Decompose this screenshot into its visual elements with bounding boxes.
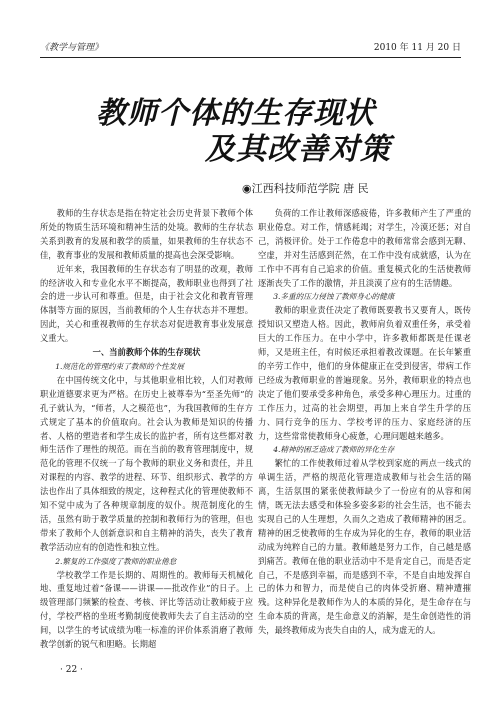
section-heading: 一、当前教师个体的生存现状 <box>92 347 201 358</box>
header-rule <box>40 57 461 58</box>
subsection-heading: 1.规范化的管理约束了教师的个性发展 <box>55 361 184 371</box>
paragraph: 在中国传统文化中，与其他职业相比较，人们对教师职业道德要求更为严格。在历史上被尊奉为“至圣先师”的孔子就认为，“师者，人之模范也”，为我国教师的生存方式规定了基本的价值取向。社会认为教师是知识的传播者、人格的塑造者和学生成长的监护者，所有这些都对教师生活作了理性的规范。而在当前的教育管理制度中，规范化的管理不仅统一了每个教师的职业义务和责任，并且对课程的内容、教学的进程、环节、组织形式、教学的方法也作出了具体细致的规定，这种程式化的管理使教师不知不觉中成为了各种规章制度的奴仆。规范制度化的生活，虽然有助于教学质量的控制和教师行为的管理，但也带来了教师个人创新意识和自主精神的消失，丧失了教育教学活动应有的创造性和独立性。 <box>40 374 253 552</box>
right-column <box>258 207 471 638</box>
subsection-heading: 3.多重的压力侵蚀了教师身心的健康 <box>273 292 395 302</box>
paragraph: 近年来，我国教师的生存状态有了明显的改观，教师的经济收入和专业化水平不断提高，教师职业也得到了社会的进一步认可和尊重。但是，由于社会文化和教育管理体制等方面的原因，当前教师的个人生存状态并不理想。因此，关心和重视教师的生存状态对促进教育事业发展意义重大。 <box>40 263 253 344</box>
journal-name: 《教学与管理》 <box>40 43 104 53</box>
running-header <box>40 40 461 56</box>
paragraph: 教师的职业责任决定了教师既要教书又要育人，既传授知识又塑造人格。因此，教师肩负着双重任务，承受着巨大的工作压力。在中小学中，许多教师都既是任课老师，又是班主任，有时候还承担着教改课题。在长年繁重的辛劳工作中，他们的身体健康正在受到侵害，带病工作已经成为教师职业的普遍现象。另外，教师职业的特点也决定了他们要承受多种角色，承受多种心理压力。过重的工作压力，过高的社会期望，再加上来自学生升学的压力、同行竞争的压力、学校考评的压力、家庭经济的压力，这些常常使教师身心疲惫，心理问题越来越多。 <box>258 305 471 441</box>
article-title-line-2: 及其改善对策 <box>205 132 391 167</box>
paragraph: 繁忙的工作使教师过着从学校到家庭的两点一线式的单调生活，严格的规范化管理造成教师与社会生活的隔离，生活氛围的紧张使教师缺少了一份应有的从容和闲情，既无法去感受和体验多姿多彩的社会生活，也不能去实现自己的人生理想，久而久之造成了教师精神的困乏。精神的困乏使教师的生存成为异化的生存，教师的职业活动成为纯粹自己的力量。教师越是努力工作，自己越是感到痛苦。教师在他的职业活动中不是肯定自己，而是否定自己，不是感到幸福，而是感到不幸，不是自由地发挥自己的体力和智力，而是使自己的肉体受折磨、精神遭摧残。这种异化是教师作为人的本质的异化，是生命存在与生命本质的背离，是生命意义的消解，是生命创造性的消失，最终教师成为丧失自由的人，成为虚无的人。 <box>258 458 471 636</box>
paragraph: 学校教学工作是长期的、周期性的。教师每天机械化地、重复地过着“备课——讲课——批改作业”的日子。上级管理部门频繁的检查、考核、评比等活动让教师疲于应付，学校严格的坐班考勤制度使教师失去了自主活动的空间，以学生的考试成绩为唯一标准的评价体系消磨了教师教学创新的锐气和胆略。长期超 <box>40 569 253 650</box>
subsection-heading: 2.繁复的工作强度了教师的职业倦怠 <box>55 556 177 566</box>
issue-date: 2010 年 11 月 20 日 <box>373 43 461 53</box>
page-number: · 22 · <box>60 665 83 675</box>
paragraph: 教师的生存状态是指在特定社会历史背景下教师个体所处的物质生活环境和精神生活的处境。教师的生存状态关系到教育的发展和教学的质量，如果教师的生存状态不佳，教育事业的发展和教师质量的提高也会深受影响。 <box>40 208 253 260</box>
paragraph: 负荷的工作让教师深感疲倦，许多教师产生了严重的职业倦怠。对工作，情感耗竭；对学生，冷漠还惩；对自己，消极评价。处于工作倦怠中的教师常常会感到无聊、空虚，并对生活感到茫然，在工作中没有成就感，认为在工作中不再有自己追求的价值。重复模式化的生活使教师逐渐丧失了工作的激情，并且淡漠了应有的生活情趣。 <box>258 208 471 288</box>
subsection-heading: 4.精神的困乏造成了教师的异化生存 <box>273 445 395 455</box>
article-title-line-1: 教师个体的生存现状 <box>96 96 375 131</box>
left-column <box>40 207 253 652</box>
author-affiliation: ◉江西科技师范学院 唐 民 <box>242 182 369 195</box>
